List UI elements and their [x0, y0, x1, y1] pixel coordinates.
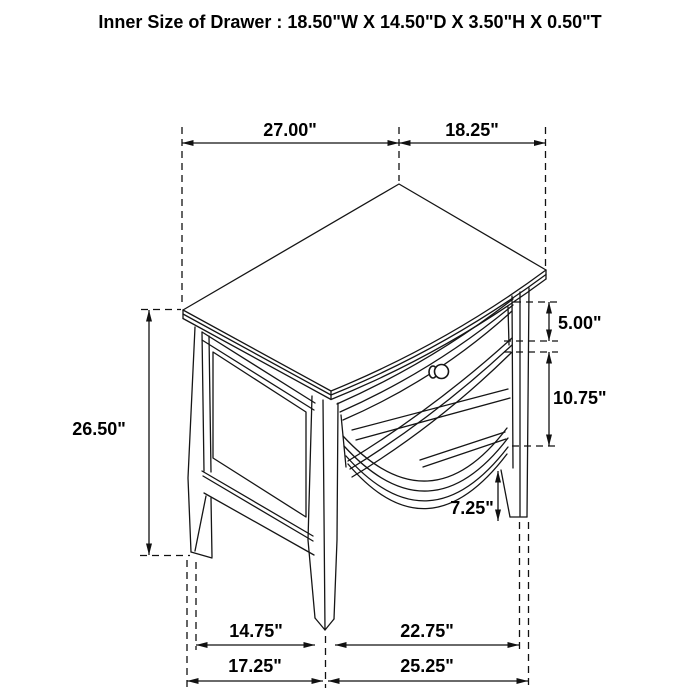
front-center-leg	[308, 396, 338, 630]
front-right-leg	[501, 288, 529, 517]
overall-height-label: 26.50"	[72, 419, 126, 439]
compartment-height-label: 10.75"	[553, 388, 607, 408]
feet-front-left-span-label: 14.75"	[229, 621, 283, 641]
feet-front-right-span-label: 22.75"	[400, 621, 454, 641]
left-side-panel	[202, 332, 315, 555]
drawer-knob	[429, 365, 449, 379]
top-width-label: 27.00"	[263, 120, 317, 140]
base-left-span-label: 17.25"	[228, 656, 282, 676]
dimension-lines	[149, 143, 549, 681]
shelf-to-floor-label: 7.25"	[450, 498, 494, 518]
front-left-leg	[188, 327, 212, 558]
drawer-front	[337, 299, 513, 477]
dimension-labels	[72, 120, 606, 676]
drawer-section-height-label: 5.00"	[558, 313, 602, 333]
top-depth-label: 18.25"	[445, 120, 499, 140]
base-right-span-label: 25.25"	[400, 656, 454, 676]
nightstand-drawing	[183, 184, 546, 630]
drawer-inner-size-title: Inner Size of Drawer : 18.50"W X 14.50"D X 3.50"H X 0.50"T	[98, 12, 602, 32]
